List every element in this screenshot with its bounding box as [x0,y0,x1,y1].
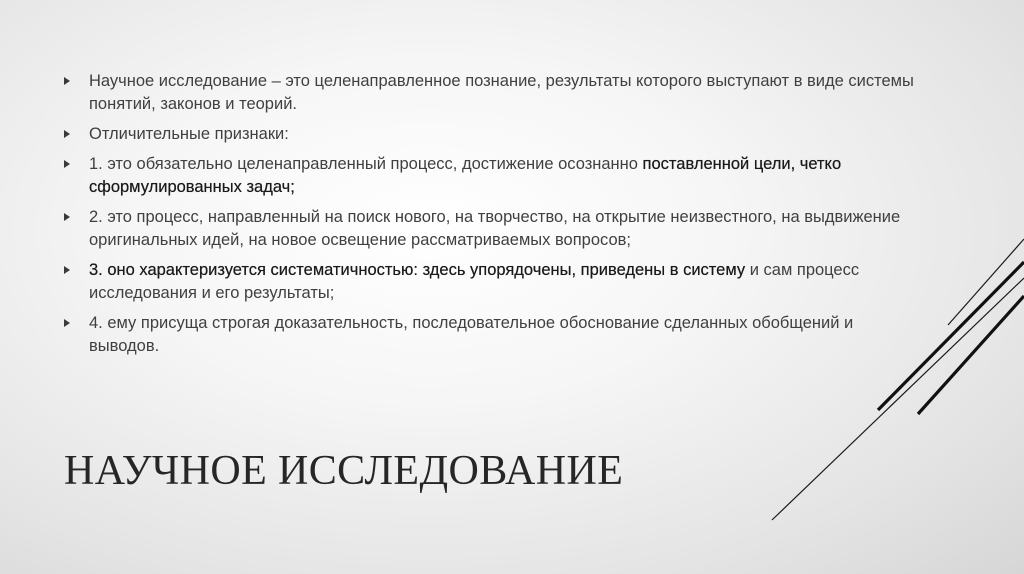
bullet-arrow-icon [64,319,70,327]
bullet-arrow-icon [64,130,70,138]
slide-title: НАУЧНОЕ ИССЛЕДОВАНИЕ [64,448,624,494]
bullet-arrow-icon [64,266,70,274]
bullet-item [64,123,914,146]
bullet-text: 1. это обязательно целенаправленный процесс, достижение осознанно [89,155,643,173]
bullet-list [64,70,914,365]
bullet-text: 2. это процесс, направленный на поиск нового, на творчество, на открытие неизвестного, на выдвижение оригинальных идей, на новое освещение рассматриваемых вопросов; [89,208,901,249]
decorative-line [948,239,1024,325]
bullet-text: Отличительные признаки: [89,125,289,143]
bullet-arrow-icon [64,160,70,168]
bullet-item [64,312,914,358]
bullet-text: и сам процесс исследования и его результаты; [89,261,860,302]
bullet-text-emphasis: поставленной цели, четко сформулированных задач; [89,155,842,196]
bullet-text-emphasis: 3. оно характеризуется систематичностью: здесь упорядочены, приведены в систему [89,261,746,279]
bullet-text: Научное исследование – это целенаправленное познание, результаты которого выступают в виде системы понятий, законов и теорий. [89,72,914,113]
bullet-arrow-icon [64,213,70,221]
bullet-item [64,153,914,199]
bullet-item [64,259,914,305]
bullet-item [64,206,914,252]
bullet-arrow-icon [64,77,70,85]
bullet-text: 4. ему присуща строгая доказательность, последовательное обоснование сделанных обобщений и выводов. [89,314,854,355]
bullet-item [64,70,914,116]
